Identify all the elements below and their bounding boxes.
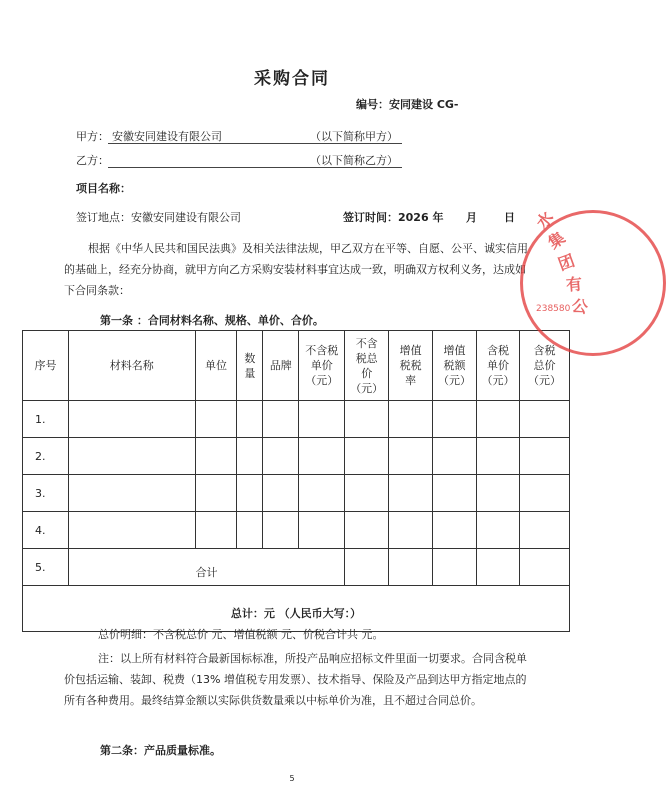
table-cell <box>299 475 345 512</box>
table-cell <box>195 475 237 512</box>
table-header-text: 序号 <box>34 359 57 372</box>
table-cell <box>68 401 195 438</box>
table-header-text: （元） <box>527 374 561 387</box>
table-header-cell <box>389 331 433 401</box>
table-cell <box>519 401 569 438</box>
table-cell <box>477 475 520 512</box>
table-cell <box>345 549 389 586</box>
table-cell <box>345 438 389 475</box>
table-cell <box>433 401 477 438</box>
table-cell <box>237 475 263 512</box>
table-header-text: （元） <box>305 374 339 387</box>
table-cell <box>389 401 433 438</box>
table-header-cell <box>23 331 69 401</box>
table-cell <box>519 475 569 512</box>
table-total-cell: 总计：元 （人民币大写：） <box>23 586 570 632</box>
row-index: 1. <box>23 401 69 438</box>
table-header-text: 不含 <box>355 336 378 350</box>
company-seal-number: 238580 <box>536 304 571 314</box>
table-cell <box>477 512 520 549</box>
row-index: 3. <box>23 475 69 512</box>
table-header-cell <box>237 331 263 401</box>
table-header-text: 价 <box>361 366 373 380</box>
party-a-label: 甲方： <box>76 130 109 143</box>
table-cell <box>263 512 299 549</box>
table-cell <box>519 512 569 549</box>
materials-table <box>22 330 570 632</box>
table-cell <box>519 549 569 586</box>
party-a-alias: （以下简称甲方） <box>310 130 398 143</box>
table-header-text: （元） <box>481 374 515 387</box>
table-row <box>23 438 570 475</box>
table-cell <box>477 438 520 475</box>
page-number: 5 <box>289 774 295 783</box>
table-cell <box>68 512 195 549</box>
table-header-text: 材料名称 <box>109 359 154 372</box>
table-cell <box>237 512 263 549</box>
party-b-alias: （以下简称乙方） <box>310 154 398 167</box>
sign-place: 签订地点：安徽安同建设有限公司 <box>76 211 241 224</box>
table-header-text: 税税 <box>399 359 422 372</box>
seal-char: 集 <box>544 227 569 253</box>
table-header-text: 增值 <box>399 344 422 357</box>
table-cell <box>68 438 195 475</box>
table-cell <box>195 401 237 438</box>
price-detail: 总价明细：不含税总价 元、增值税额 元、价税合计共 元。 <box>98 628 384 641</box>
note-paragraph: 注：以上所有材料符合最新国标标准，所投产品响应招标文件里面一切要求。合同含税单价包括运输、装卸、税费（13% 增值税专用发票）、技术指导、保险及产品到达甲方指定地点的所有各种费用。最终结算金额以实际供货数量乘以中标单价为准，且不超过合同总价。 <box>64 652 527 707</box>
sign-day: 日 <box>504 211 515 224</box>
table-header-cell <box>345 331 389 401</box>
table-cell <box>433 549 477 586</box>
table-header-text: 增值 <box>443 344 466 357</box>
table-cell <box>299 438 345 475</box>
table-row <box>23 512 570 549</box>
seal-char: 团 <box>555 250 578 275</box>
row-index: 4. <box>23 512 69 549</box>
table-header-cell <box>68 331 195 401</box>
seal-char: 有 <box>565 274 583 295</box>
project-name-label: 项目名称： <box>76 182 131 195</box>
table-header-row <box>23 331 570 401</box>
table-header-cell <box>195 331 237 401</box>
table-row <box>23 475 570 512</box>
table-cell <box>263 438 299 475</box>
sign-time-label: 签订时间：2026 年 <box>343 211 444 224</box>
seal-char: 公 <box>570 295 590 318</box>
table-header-cell <box>299 331 345 401</box>
row-index: 5. <box>23 549 69 586</box>
table-header-text: 品牌 <box>269 359 292 372</box>
table-cell <box>519 438 569 475</box>
table-cell <box>433 475 477 512</box>
table-cell <box>389 549 433 586</box>
table-cell <box>195 438 237 475</box>
table-cell <box>263 475 299 512</box>
table-cell <box>299 512 345 549</box>
article-2-heading: 第二条：产品质量标准。 <box>100 744 221 757</box>
table-row <box>23 549 570 586</box>
table-cell <box>389 475 433 512</box>
table-cell <box>345 475 389 512</box>
table-header-cell <box>433 331 477 401</box>
table-cell <box>263 401 299 438</box>
table-cell <box>433 512 477 549</box>
seal-char: 水 <box>532 207 558 233</box>
table-header-text: 税总 <box>355 351 378 365</box>
table-cell <box>68 475 195 512</box>
table-cell <box>389 512 433 549</box>
table-header-text: 数 <box>244 351 256 365</box>
table-header-text: 不含税 <box>305 344 339 357</box>
article-1-heading: 第一条 ：合同材料名称、规格、单价、合价。 <box>100 314 324 327</box>
table-header-text: 单价 <box>310 359 333 372</box>
table-header-text: 单位 <box>204 359 227 372</box>
table-header-text: 单价 <box>487 359 509 372</box>
table-cell <box>299 401 345 438</box>
table-header-cell <box>263 331 299 401</box>
party-b-label: 乙方： <box>76 154 109 167</box>
intro-paragraph: 根据《中华人民共和国民法典》及相关法律法规，甲乙双方在平等、自愿、公平、诚实信用的基础上，经充分协商，就甲方向乙方采购安装材料事宜达成一致，明确双方权利义务，达成如下合同条款： <box>64 242 528 297</box>
table-cell <box>195 512 237 549</box>
table-cell <box>345 512 389 549</box>
table-header-cell <box>477 331 520 401</box>
table-header-text: 税额 <box>443 359 466 372</box>
table-cell <box>477 549 520 586</box>
table-cell <box>477 401 520 438</box>
subtotal-label: 合计 <box>68 549 344 586</box>
table-header-text: 量 <box>244 366 256 380</box>
company-seal <box>520 210 666 356</box>
table-cell <box>433 438 477 475</box>
table-cell <box>237 401 263 438</box>
table-header-text: （元） <box>438 374 472 387</box>
table-header-text: 总价 <box>533 359 556 372</box>
contract-number: 编号：安同建设 CG- <box>356 98 459 111</box>
table-cell <box>389 438 433 475</box>
table-header-text: 含税 <box>533 344 556 357</box>
table-cell <box>345 401 389 438</box>
row-index: 2. <box>23 438 69 475</box>
table-header-text: 含税 <box>487 344 509 357</box>
document-title: 采购合同 <box>254 69 330 89</box>
table-row <box>23 401 570 438</box>
table-header-text: （元） <box>350 381 384 395</box>
table-header-text: 率 <box>405 374 417 387</box>
party-a-name: 安徽安同建设有限公司 <box>112 130 222 143</box>
table-cell <box>237 438 263 475</box>
sign-month: 月 <box>466 211 477 224</box>
